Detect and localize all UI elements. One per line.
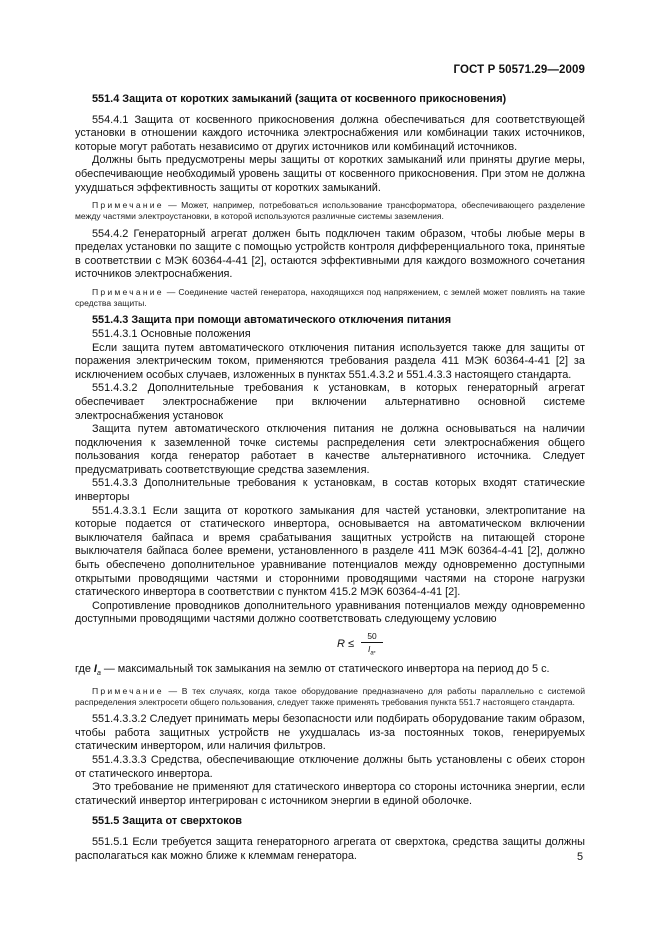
document-body bbox=[75, 93, 585, 863]
document-header: ГОСТ Р 50571.29—2009 bbox=[453, 64, 585, 76]
formula-denominator: $I_a$, bbox=[368, 644, 376, 657]
paragraph: Должны быть предусмотрены меры защиты от коротких замыканий или приняты другие меры, обеспечивающие необходимый уровень защиты от косвенного прикосновения. При этом не должна ухудшаться эффективность защиты от коротких замыканий. bbox=[75, 154, 585, 194]
paragraph: Если защита путем автоматического отключения питания используется также для защиты от поражения электрическим током, применяются требования раздела 411 МЭК 60364-4-41 [2] за исключением особых случаев, изложенных в пунктах 551.4.3.2 и 551.4.3.3 настоящего стандарта. bbox=[75, 341, 585, 381]
formula-fraction bbox=[361, 631, 383, 659]
paragraph: где $I_a$ — максимальный ток замыкания на землю от статического инвертора на период до 5 с. bbox=[75, 663, 550, 678]
page-number: 5 bbox=[576, 851, 583, 863]
paragraph: 551.4.3.3.2 Следует принимать меры безопасности или подбирать оборудование таким образом, чтобы работа защитных устройств не ухудшалась из-за постоянных токов, генерируемых статическим инвертором, или наличия фильтров. bbox=[75, 713, 585, 753]
paragraph: 551.4.3.3.3 Средства, обеспечивающие отключение должны быть установлены с обеих сторон от статического инвертора. bbox=[75, 753, 585, 780]
note bbox=[75, 686, 585, 708]
note-text: — В тех случаях, когда такое оборудование предназначено для работы параллельно с системой распределения электросети общего пользования, следует также применять требования пункта 551.7 настоящего стандарта. bbox=[75, 685, 585, 707]
paragraph: 554.4.2 Генераторный агрегат должен быть подключен таким образом, чтобы любые меры в пределах установки по защите с помощью устройств контроля дифференциального тока, принятые в соответствии с МЭК 60364-4-41 [2], остаются эффективными для каждого возможного сочетания источников электроснабжения. bbox=[75, 227, 585, 281]
note-text: — Соединение частей генератора, находящихся под напряжением, с землей может повлиять на такие средства защиты. bbox=[75, 286, 585, 309]
paragraph: 551.4.3.2 Дополнительные требования к установкам, в которых генераторный агрегат обеспечивает электроснабжение при включении альтернативно основной системе электроснабжения установок bbox=[75, 382, 585, 422]
paragraph: 551.4.3.3.1 Если защита от короткого замыкания для частей установки, электропитание на которые подается от статического инвертора, основывается на автоматическом включении выключателя байпаса и время срабатывания защитных устройств на питающей стороне выключателя байпаса более времени, установленного в разделе 411 МЭК 60364-4-41 [2], должно быть обеспечено дополнительное уравнивание потенциалов между одновременно доступными открытыми проводящими частями и сторонними проводящими частями на стороне нагрузки статического инвертора в соответствии с пунктом 415.2 МЭК 60364-4-41 [2]. bbox=[75, 504, 585, 599]
paragraph: Сопротивление проводников дополнительного уравнивания потенциалов между одновременно доступными проводящими частями должно соответствовать следующему условию bbox=[75, 599, 585, 626]
current-symbol: $I_a$ bbox=[93, 663, 101, 678]
paragraph: 551.4.3.1 Основные положения bbox=[92, 327, 251, 340]
resistance-formula bbox=[337, 631, 585, 659]
paragraph: 554.4.1 Защита от косвенного прикосновения должна обеспечиваться для соответствующей установки в отношении каждого источника электроснабжения или комбинации таких источников, которые могут работать независимо от других источников или комбинаций источников. bbox=[75, 113, 585, 153]
section-heading-551-5: 551.5 Защита от сверхтоков bbox=[92, 815, 242, 828]
section-heading-551-4: 551.4 Защита от коротких замыканий (защита от косвенного прикосновения) bbox=[92, 93, 507, 105]
note-label: Примечание bbox=[92, 685, 164, 696]
note-label: Примечание bbox=[92, 200, 164, 211]
section-heading-551-4-3: 551.4.3 Защита при помощи автоматического отключения питания bbox=[92, 314, 452, 327]
note bbox=[75, 200, 585, 222]
paragraph: 551.4.3.3 Дополнительные требования к установкам, в состав которых входят статические инверторы bbox=[75, 477, 585, 504]
paragraph: 551.5.1 Если требуется защита генераторного агрегата от сверхтока, средства защиты должны располагаться как можно ближе к клеммам генератора. bbox=[75, 835, 585, 862]
formula-lhs: R ≤ bbox=[337, 638, 355, 650]
note bbox=[75, 287, 585, 309]
paragraph: Защита путем автоматического отключения питания не должна основываться на наличии подключения к заземленной точке системы распределения сети электроснабжения общего пользования когда генератор работает в качестве альтернативного источника. Следует предусматривать соответствующие средства заземления. bbox=[75, 423, 585, 476]
note-text: — Может, например, потребоваться использование трансформатора, обеспечивающего разделение между частями электроустановки, в которой используются различные системы заземления. bbox=[75, 200, 585, 222]
formula-numerator: 50 bbox=[361, 631, 383, 643]
paragraph: Это требование не применяют для статического инвертора со стороны источника энергии, если статический инвертор интегрирован с источником энергии в единой оболочке. bbox=[75, 781, 585, 807]
note-label: Примечание bbox=[92, 286, 164, 297]
